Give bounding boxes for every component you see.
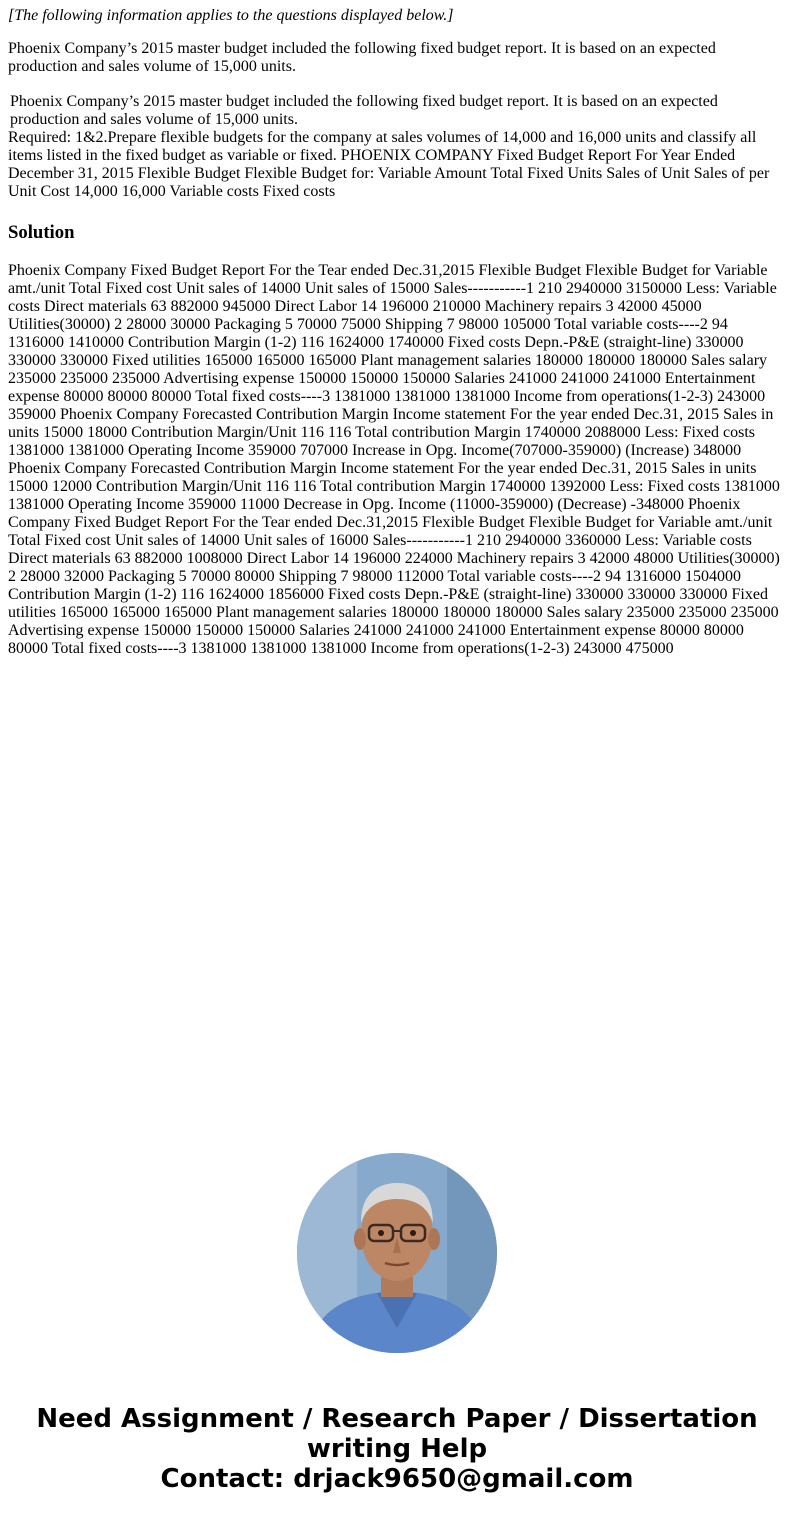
footer-contact-email: Contact: drjack9650@gmail.com — [160, 1464, 634, 1494]
contact-footer — [0, 1404, 794, 1494]
problem-paragraph: Phoenix Company’s 2015 master budget included the following fixed budget report. It is based on an expected production and sales volume of 15,000 units. — [8, 40, 716, 75]
solution-body: Phoenix Company Fixed Budget Report For the Tear ended Dec.31,2015 Flexible Budget Flexible Budget for Variable amt./unit Total Fixed cost Unit sales of 14000 Unit sales of 15000 Sales-----------1 210 2940000 3150000 Less: Variable costs Direct materials 63 882000 945000 Direct Labor 14 196000 210000 Machinery repairs 3 42000 45000 Utilities(30000) 2 28000 30000 Packaging 5 70000 75000 Shipping 7 98000 105000 Total variable costs----2 94 1316000 1410000 Contribution Margin (1-2) 116 1624000 1740000 Fixed costs Depn.-P&E (straight-line) 330000 330000 330000 Fixed utilities 165000 165000 165000 Plant management salaries 180000 180000 180000 Sales salary 235000 235000 235000 Advertising expense 150000 150000 150000 Salaries 241000 241000 241000 Entertainment expense 80000 80000 80000 Total fixed costs----3 1381000 1381000 1381000 Income from operations(1-2-3) 243000 359000 Phoenix Company Forecasted Contribution Margin Income statement For the year ended Dec.31, 2015 Sales in units 15000 18000 Contribution Margin/Unit 116 116 Total contribution Margin 1740000 2088000 Less: Fixed costs 1381000 1381000 Operating Income 359000 707000 Increase in Opg. Income(707000-359000) (Increase) 348000 Phoenix Company Forecasted Contribution Margin Income statement For the year ended Dec.31, 2015 Sales in units 15000 12000 Contribution Margin/Unit 116 116 Total contribution Margin 1740000 1392000 Less: Fixed costs 1381000 1381000 Operating Income 359000 11000 Decrease in Opg. Income (11000-359000) (Decrease) -348000 Phoenix Company Fixed Budget Report For the Tear ended Dec.31,2015 Flexible Budget Flexible Budget for Variable amt./unit Total Fixed cost Unit sales of 14000 Unit sales of 16000 Sales-----------1 210 2940000 3360000 Less: Variable costs Direct materials 63 882000 1008000 Direct Labor 14 196000 224000 Machinery repairs 3 42000 48000 Utilities(30000) 2 28000 32000 Packaging 5 70000 80000 Shipping 7 98000 112000 Total variable costs----2 94 1316000 1504000 Contribution Margin (1-2) 116 1624000 1856000 Fixed costs Depn.-P&E (straight-line) 330000 330000 330000 Fixed utilities 165000 165000 165000 Plant management salaries 180000 180000 180000 Sales salary 235000 235000 235000 Advertising expense 150000 150000 150000 Salaries 241000 241000 241000 Entertainment expense 80000 80000 80000 Total fixed costs----3 1381000 1381000 1381000 Income from operations(1-2-3) 243000 475000 — [8, 262, 780, 657]
required-text: Required: 1&2.Prepare flexible budgets for the company at sales volumes of 14,000 and 16,000 units and classify all items listed in the fixed budget as variable or fixed. PHOENIX COMPANY Fixed Budget Report For Year Ended December 31, 2015 Flexible Budget Flexible Budget for: Variable Amount Total Fixed Units Sales of Unit Sales of per Unit Cost 14,000 16,000 Variable costs Fixed costs — [8, 129, 770, 200]
solution-heading: Solution — [8, 222, 75, 243]
author-avatar — [297, 1153, 497, 1353]
footer-line-1: Need Assignment / Research Paper / Dissertation — [36, 1404, 758, 1434]
document-content — [8, 0, 786, 658]
author-portrait-icon — [297, 1153, 497, 1353]
footer-line-2: writing Help — [306, 1434, 488, 1464]
problem-paragraph-repeat: Phoenix Company’s 2015 master budget included the following fixed budget report. It is based on an expected production and sales volume of 15,000 units. — [10, 93, 718, 128]
intro-note: [The following information applies to the questions displayed below.] — [8, 7, 454, 24]
